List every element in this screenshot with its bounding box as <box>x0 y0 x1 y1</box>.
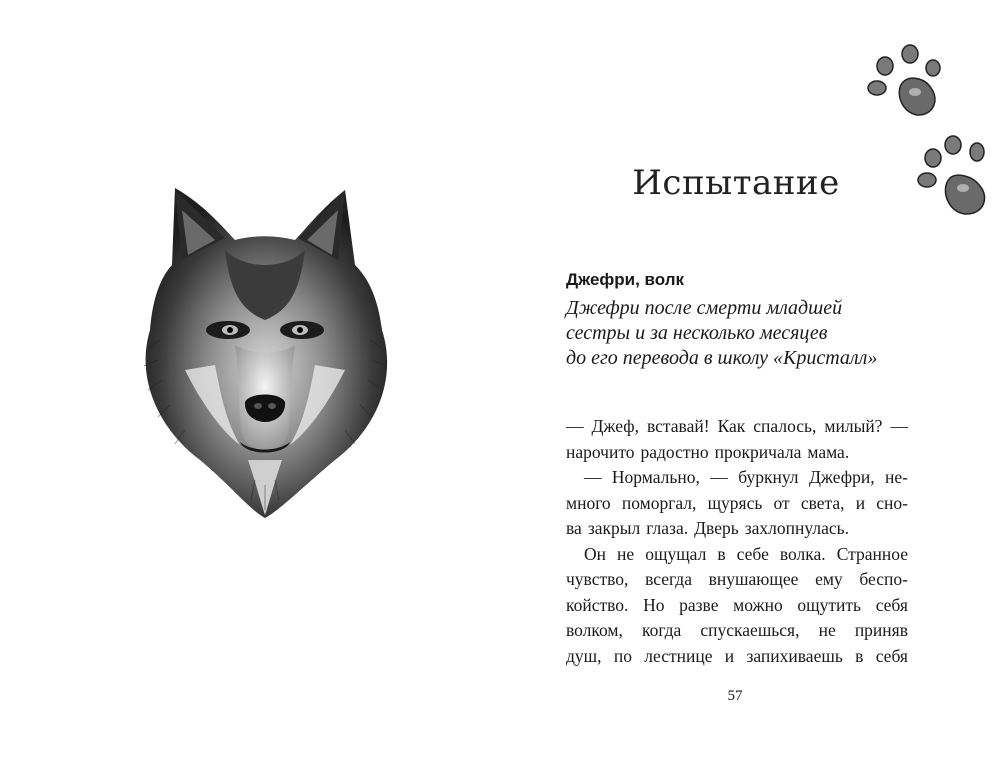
body-word: волка. <box>779 543 826 564</box>
body-word: не- <box>885 467 908 487</box>
body-word: можно <box>733 594 783 615</box>
body-word: и <box>724 645 735 666</box>
body-word: Джеф, <box>591 416 639 436</box>
body-word: когда <box>641 620 682 640</box>
body-word: внушающее <box>708 569 799 589</box>
subtitle-line: Джефри после смерти младшей <box>566 297 843 319</box>
subtitle-line: до его перевода в школу «Кристалл» <box>566 347 878 369</box>
chapter-pov-label: Джефри, волк <box>566 270 685 289</box>
body-word: беспо- <box>859 569 908 589</box>
body-word: в <box>855 645 864 666</box>
body-word: и <box>855 492 866 513</box>
chapter-subtitle <box>566 296 926 371</box>
body-line <box>566 516 908 542</box>
body-word: в <box>717 543 726 564</box>
body-word: по <box>613 645 632 666</box>
body-line <box>566 618 908 644</box>
body-line <box>566 567 908 593</box>
body-word: — <box>584 467 602 487</box>
body-word: запихиваешь <box>746 645 843 666</box>
body-word: закрыл <box>587 518 641 538</box>
body-word: милый? <box>824 416 883 436</box>
body-word: ощущал <box>645 543 707 564</box>
body-word: себе <box>736 543 769 564</box>
body-word: Странное <box>836 543 908 564</box>
body-word: захлопнулась. <box>744 518 849 538</box>
body-word: радостно <box>640 441 709 462</box>
body-word: от <box>773 492 790 513</box>
body-line <box>566 542 908 568</box>
body-word: — <box>566 416 584 436</box>
body-word: ему <box>815 569 843 589</box>
wolf-head-illustration <box>130 180 400 520</box>
body-word: света, <box>800 492 845 513</box>
chapter-title: Испытание <box>632 163 840 203</box>
body-line <box>566 414 908 440</box>
body-word: поморгал, <box>621 492 697 513</box>
body-word: много <box>566 492 611 513</box>
body-word: — <box>890 416 908 436</box>
body-word: прокричала <box>714 441 802 462</box>
body-word: чувство, <box>566 569 629 589</box>
body-word: нарочито <box>566 441 635 462</box>
body-word: буркнул <box>738 467 799 487</box>
body-word: ощутить <box>797 594 862 615</box>
body-line <box>566 644 908 670</box>
page-number: 57 <box>727 688 743 704</box>
body-word: спускаешься, <box>700 620 800 640</box>
body-word: Но <box>643 594 665 615</box>
body-word: — <box>710 467 728 487</box>
body-word: приняв <box>854 620 908 640</box>
body-word: Джефри, <box>808 467 875 487</box>
body-line <box>566 440 908 466</box>
body-text <box>566 414 908 669</box>
body-word: спалось, <box>753 416 817 436</box>
body-word: не <box>818 620 836 640</box>
body-word: мама. <box>807 441 850 462</box>
body-line <box>566 465 908 491</box>
body-word: всегда <box>645 569 692 589</box>
body-line <box>566 491 908 517</box>
body-word: Как <box>717 416 746 436</box>
body-word: щурясь <box>707 492 763 513</box>
body-word: себя <box>875 645 908 666</box>
body-word: сно- <box>876 492 908 513</box>
body-word: ва <box>566 518 582 538</box>
subtitle-line: сестры и за несколько месяцев <box>566 322 828 344</box>
body-line <box>566 593 908 619</box>
body-word: разве <box>679 594 719 615</box>
body-word: не <box>617 543 635 564</box>
body-word: Он <box>584 543 607 564</box>
body-word: Нормально, <box>611 467 700 487</box>
body-word: вставай! <box>647 416 710 436</box>
body-word: койство. <box>566 594 629 615</box>
body-word: душ, <box>566 645 602 666</box>
body-word: себя <box>875 594 908 615</box>
body-word: глаза. <box>646 518 689 538</box>
body-word: волком, <box>566 620 623 640</box>
body-word: Дверь <box>694 518 739 538</box>
body-word: лестнице <box>644 645 713 666</box>
